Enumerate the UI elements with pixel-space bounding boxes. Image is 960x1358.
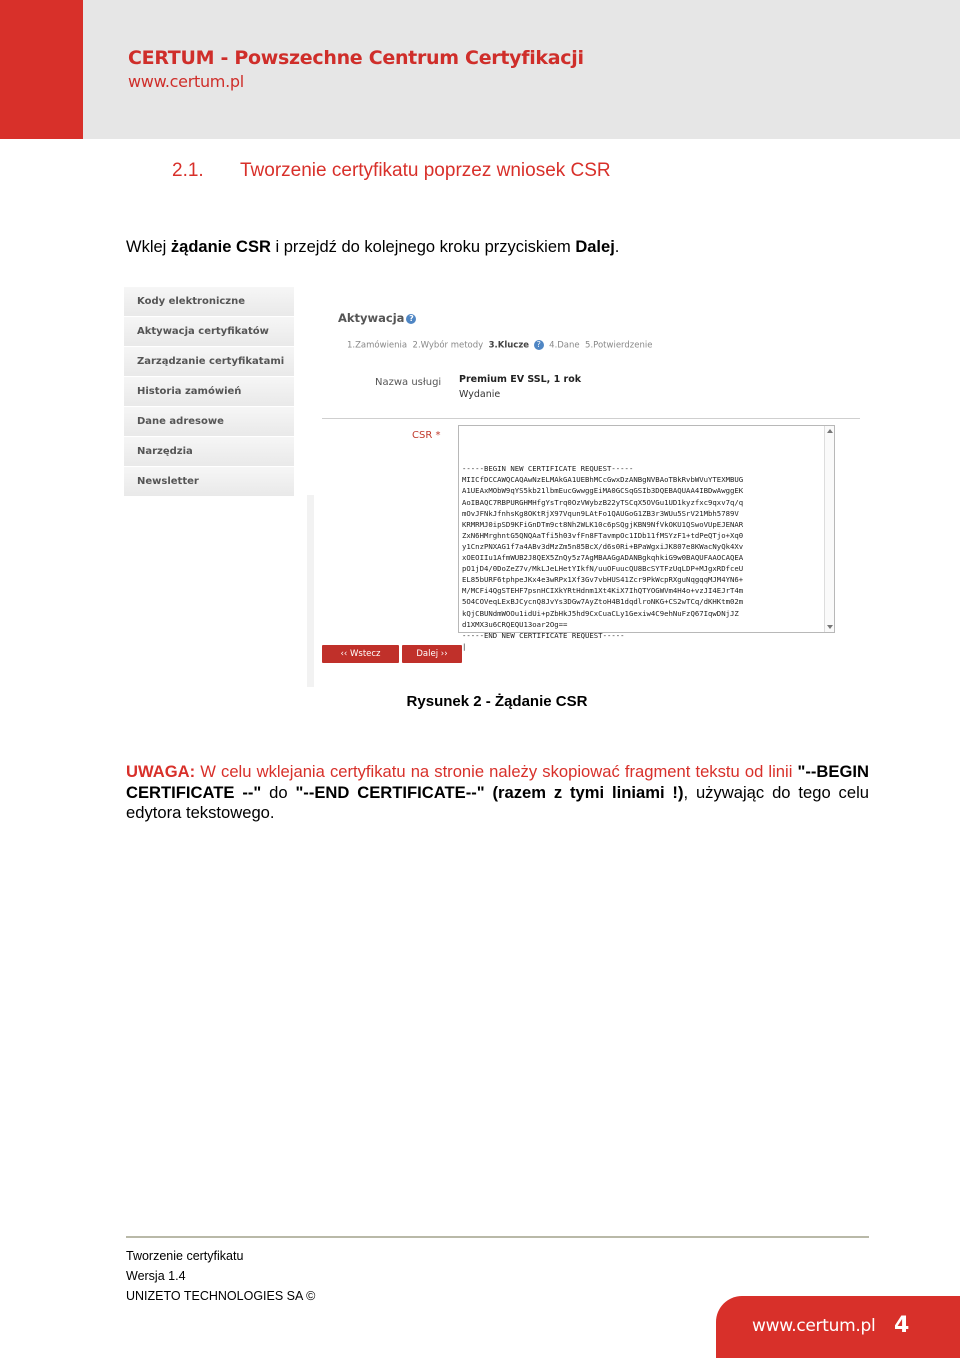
csr-line: -----BEGIN NEW CERTIFICATE REQUEST----- [462, 464, 634, 474]
csr-line: M/MCFi4QgSTEHF7psnHCIXkYRtHdnm1Xt4KiX7IhQTYOGWVm4H4o+vzJI4EJrT4m [462, 586, 744, 596]
section-title: Tworzenie certyfikatu poprzez wniosek CSR [240, 160, 611, 181]
help-icon[interactable]: ? [534, 340, 544, 350]
figure-caption: Rysunek 2 - Żądanie CSR [406, 693, 588, 710]
footer-doc-title: Tworzenie certyfikatu [126, 1249, 244, 1263]
csr-line: A1UEAxMObW9qYS5kb21lbmEucGwwggEiMA0GCSqGSIb3DQEBAQUAA4IBDwAwggEK [462, 486, 744, 496]
step-breadcrumb [347, 340, 652, 351]
csr-line: EL85bURF6tphpeJKx4e3wRPx1Xf3Gv7vbHUS41Zcr9PkWcpRXguNqgqqMJM4YN6+ [462, 575, 744, 585]
sidebar-item-dane[interactable]: Dane adresowe [124, 407, 294, 437]
sidebar-item-aktywacja[interactable]: Aktywacja certyfikatów [124, 317, 294, 347]
sidebar-item-kody[interactable]: Kody elektroniczne [124, 287, 294, 317]
instruction-text: Wklej żądanie CSR i przejdź do kolejnego kroku przyciskiem Dalej. [126, 238, 620, 256]
csr-screenshot [124, 287, 869, 687]
service-label: Nazwa usługi [375, 377, 442, 388]
header-url: www.certum.pl [128, 72, 244, 91]
help-icon[interactable]: ? [406, 314, 416, 324]
csr-line: MIICfDCCAWQCAQAwNzELMAkGA1UEBhMCcGwxDzANBgNVBAoTBkRvbWVuYTEXMBUG [462, 475, 744, 485]
sidebar-item-historia[interactable]: Historia zamówień [124, 377, 294, 407]
page-number: 4 [894, 1313, 910, 1338]
back-button[interactable]: ‹‹ Wstecz [322, 645, 399, 663]
sidebar-item-newsletter[interactable]: Newsletter [124, 467, 294, 497]
screenshot-main-panel [314, 287, 869, 687]
section-number: 2.1. [172, 160, 204, 181]
step-2: 2.Wybór metody [412, 340, 484, 351]
header-band [83, 0, 960, 139]
csr-line: xOEOIIu1AfmWUB2J8QEX5ZnQy5z7AgMBAAGgADANBgkqhkiG9w0BAQUFAAOCAQEA [462, 553, 744, 563]
step-3: 3.Klucze [488, 340, 530, 351]
step-4: 4.Dane [549, 340, 580, 351]
csr-line: KRMRMJ0ipSD9KFiGnDTm9ct8Nh2WLK10c6pSQgjKBN9NfVkOKU1QSwoVUpEJENAR [462, 519, 744, 529]
footer-version: Wersja 1.4 [126, 1269, 186, 1283]
csr-line: kQjCBUNdmWOOu1idUi+pZbHkJ5hd9CxCuaCLy1Gexiw4C9ehNuFzQ67IqwDNjJZ [462, 608, 739, 618]
warning-note: UWAGA: W celu wklejania certyfikatu na stronie należy skopiować fragment tekstu od linii "--BEGIN CERTIFICATE --" do "--END CERTIFICATE--" (razem z tymi liniami !), używając do tego celu edytora tekstowego. [126, 762, 869, 822]
footer-company: UNIZETO TECHNOLOGIES SA © [126, 1289, 316, 1303]
service-name: Premium EV SSL, 1 rok [459, 374, 582, 385]
sidebar-item-zarzadzanie[interactable]: Zarządzanie certyfikatami [124, 347, 294, 377]
footer-url: www.certum.pl [752, 1316, 876, 1336]
csr-line: 5O4COVeqLExBJCycnQ8JvYs3DGw7AyZtoH4B1dqdlroNKG+CS2wTCq/dKHKtm02m [462, 597, 744, 607]
footer-divider [126, 1236, 869, 1238]
csr-line: mOvJFNkJfnhsKg8OKtRjX97Vqun9LAtFo1QAUGoG1ZB3r3WUu5SrV21Mbh5789V [462, 508, 739, 518]
csr-line: -----END NEW CERTIFICATE REQUEST----- [462, 630, 625, 640]
csr-textarea[interactable] [458, 425, 835, 651]
sidebar-item-narzedzia[interactable]: Narzędzia [124, 437, 294, 467]
csr-line: | [462, 641, 467, 651]
next-button[interactable]: Dalej ›› [402, 645, 462, 663]
csr-line: y1CnzPNXAG1f7a4ABv3dMzZm5n85BcX/d6s0Ri+BPaWgxiJK807e8KWacNyQk4Xv [462, 541, 744, 551]
sidebar-menu [124, 287, 294, 497]
csr-label: CSR * [412, 430, 441, 441]
header-red-block [0, 0, 83, 139]
csr-line: ZxN6HMrghntG5QNQAaTfi5h03vfFn8FTavmpOc1IDb11fMSYzF1+tdPeQTjo+Xq0 [462, 530, 744, 540]
header-title: CERTUM - Powszechne Centrum Certyfikacji [128, 47, 584, 69]
activation-title: Aktywacja ? [338, 311, 416, 325]
divider [322, 418, 860, 419]
csr-line: d1XMX3u6CRQEQU13oar2Og== [462, 619, 568, 629]
csr-scrollbar[interactable] [824, 426, 834, 632]
csr-line: AoIBAQC7RBPURGHMHfgYsTrq0OzVWybzB22yTSCqX5OVGu1UD1kyzfxc9qxv7q/q [462, 497, 744, 507]
service-type: Wydanie [459, 389, 501, 400]
csr-line: pO1jD4/0DoZeZ7v/MkLJeLHetYIkfN/uuOFuucQU8BcSYTFzUqLDP+MJgxRDfceU [462, 564, 744, 574]
step-5: 5.Potwierdzenie [585, 340, 653, 351]
step-1: 1.Zamówienia [347, 340, 408, 351]
